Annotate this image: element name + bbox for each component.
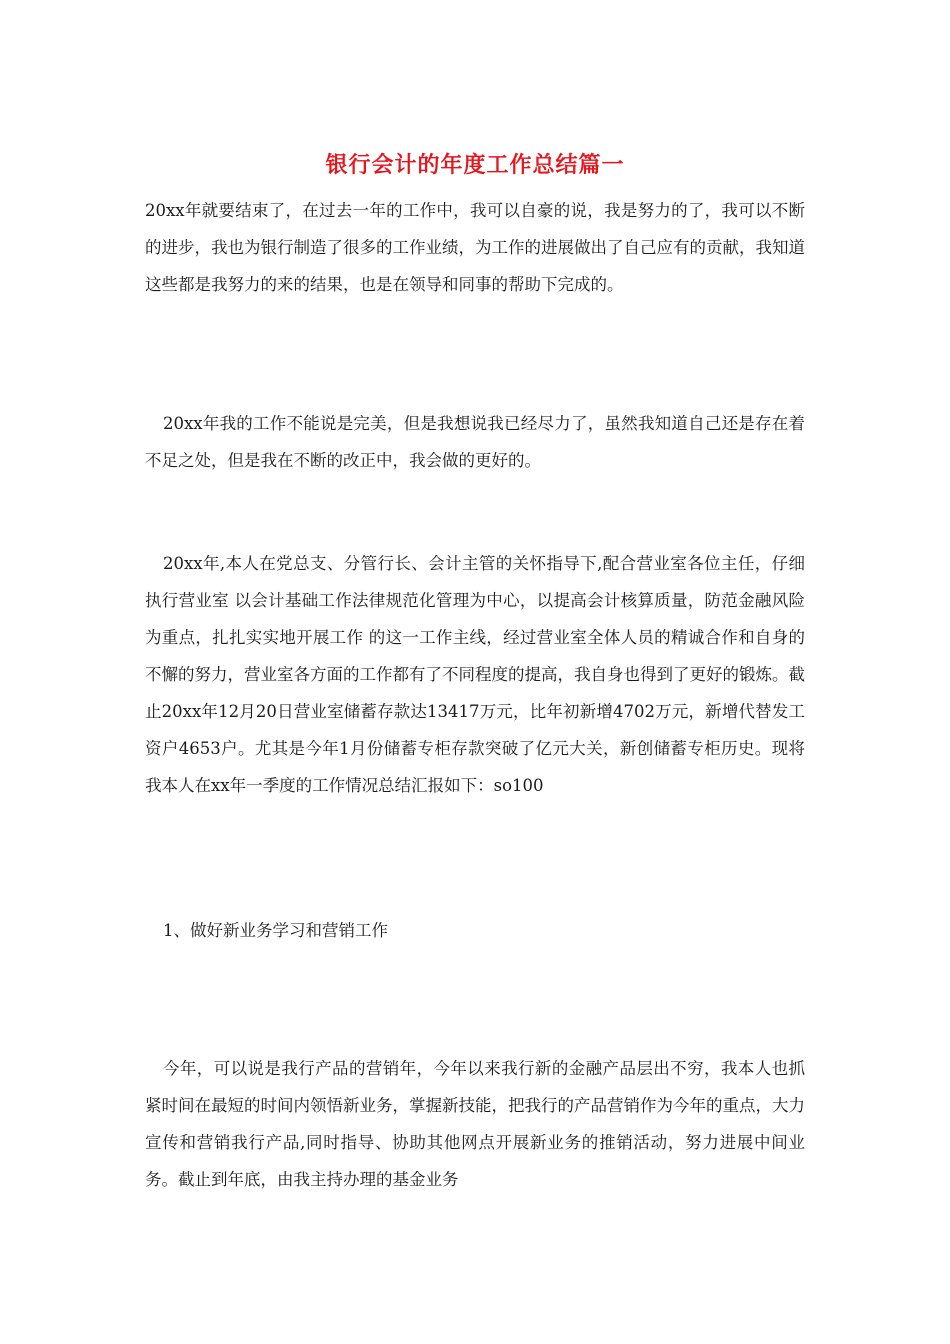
- document-title: 银行会计的年度工作总结篇一: [325, 152, 625, 178]
- paragraph-intro: 20xx年就要结束了，在过去一年的工作中，我可以自豪的说，我是努力的了，我可以不断的进步，我也为银行制造了很多的工作业绩，为工作的进展做出了自己应有的贡献，我知道这些都是我努力的来的结果，也是在领导和同事的帮助下完成的。: [145, 201, 805, 294]
- paragraph-work-summary: 20xx年,本人在党总支、分管行长、会计主管的关怀指导下,配合营业室各位主任，仔细执行营业室 以会计基础工作法律规范化管理为中心，以提高会计核算质量，防范金融风险为重点，扎扎实实地开展工作 的这一工作主线，经过营业室全体人员的精诚合作和自身的不懈的努力，营业室各方面的工作都有了不同程度的提高，我自身也得到了更好的锻炼。截止20xx年12月20日营业室储蓄存款达13417万元，比年初新增4702万元，新增代替发工资户4653户。尤其是今年1月份储蓄专柜存款突破了亿元大关，新创储蓄专柜历史。现将我本人在xx年一季度的工作情况总结汇报如下：so100: [145, 554, 805, 795]
- paragraph-marketing: 今年，可以说是我行产品的营销年，今年以来我行新的金融产品层出不穷，我本人也抓紧时间在最短的时间内领悟新业务，掌握新技能，把我行的产品营销作为今年的重点，大力宣传和营销我行产品,同时指导、协助其他网点开展新业务的推销活动，努力进展中间业务。截止到年底，由我主持办理的基金业务: [145, 1059, 805, 1189]
- section-heading-new-business: 1、做好新业务学习和营销工作: [163, 921, 388, 940]
- paragraph-self-assessment: 20xx年我的工作不能说是完美，但是我想说我已经尽力了，虽然我知道自己还是存在着不足之处，但是我在不断的改正中，我会做的更好的。: [145, 414, 805, 470]
